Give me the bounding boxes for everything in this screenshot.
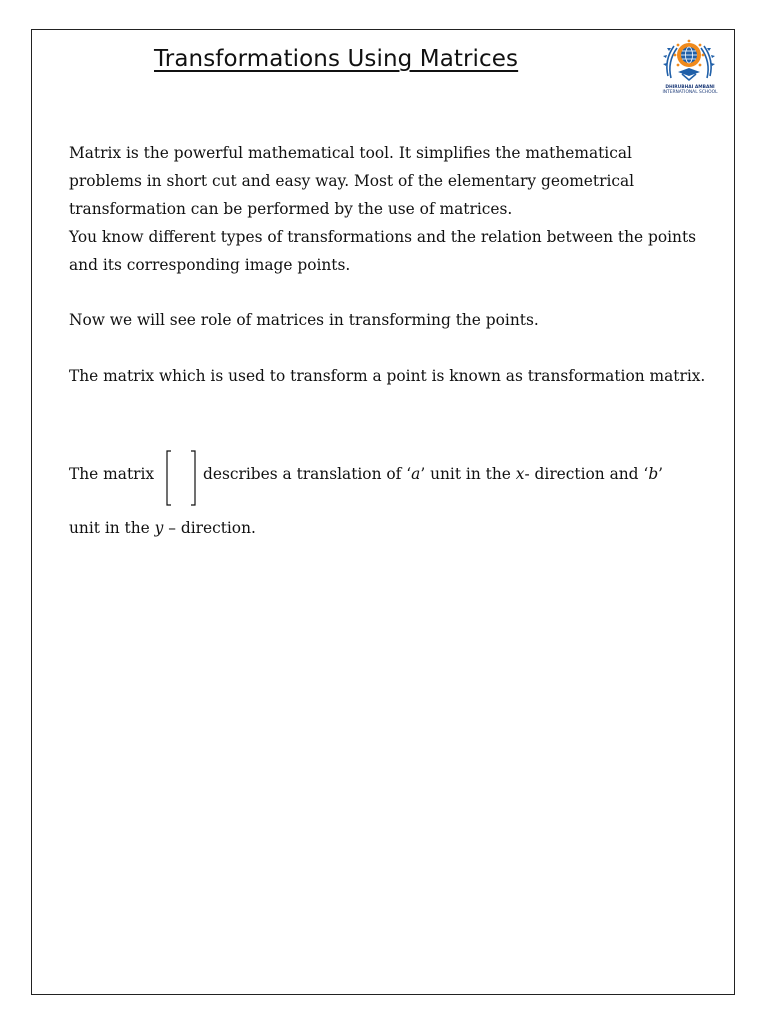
school-name-line2: INTERNATIONAL SCHOOL bbox=[662, 90, 718, 95]
var-x: x bbox=[515, 465, 525, 483]
school-logo-icon bbox=[660, 36, 718, 86]
var-y: y bbox=[154, 519, 164, 537]
paragraph-4: The matrix which is used to transform a point is known as transformation matrix. bbox=[69, 367, 706, 385]
var-b: b bbox=[648, 465, 659, 483]
empty-matrix-brackets-icon bbox=[164, 448, 198, 508]
matrix-sentence-line2: unit in the y – direction. bbox=[69, 519, 256, 537]
paragraph-3: Now we will see role of matrices in transforming the points. bbox=[69, 311, 539, 329]
intro-paragraph bbox=[69, 139, 709, 279]
school-name-line1: DHIRUBHAI AMBANI bbox=[665, 85, 715, 90]
paragraph-1: Matrix is the powerful mathematical tool. It simplifies the mathematical problems in short cut and easy way. Most of the elementary geometrical transformation can be performed by the use of matrices. bbox=[69, 144, 635, 218]
var-a: a bbox=[411, 465, 421, 483]
matrix-sentence-rest: describes a translation of ‘a’ unit in the x- direction and ‘b’ bbox=[203, 465, 664, 483]
school-name bbox=[655, 85, 725, 95]
page-title: Transformations Using Matrices bbox=[154, 46, 519, 72]
matrix-sentence-start: The matrix bbox=[69, 465, 155, 483]
paragraph-2: You know different types of transformations and the relation between the points and its corresponding image points. bbox=[69, 228, 697, 274]
